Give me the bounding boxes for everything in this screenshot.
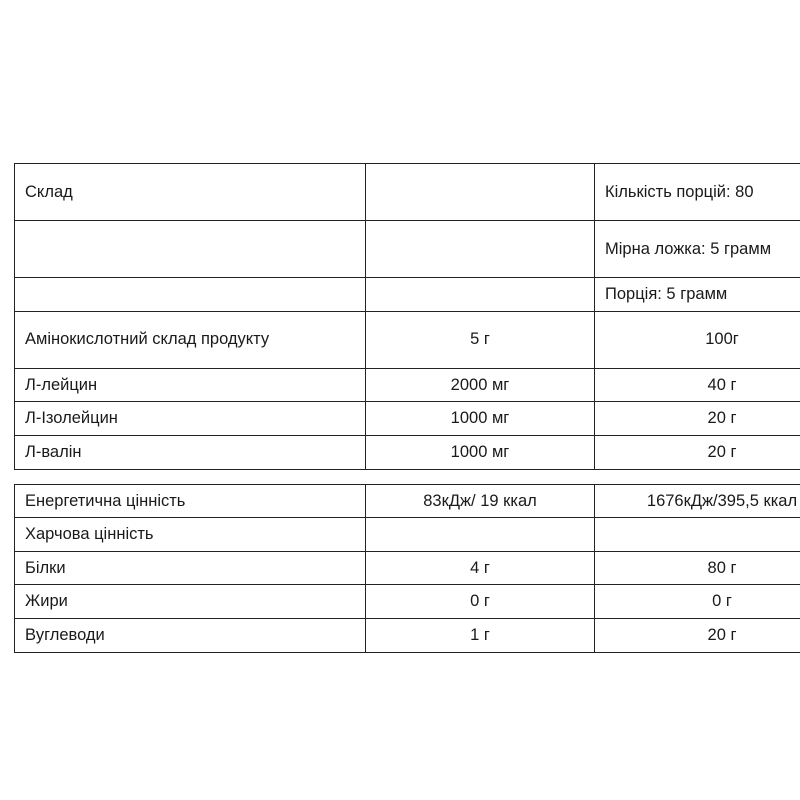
table-row-spacer <box>15 469 800 484</box>
nutrition-table-container <box>14 163 798 653</box>
spacer-cell <box>15 469 800 484</box>
table-row <box>15 585 800 619</box>
cell-item-name: Л-лейцин <box>15 368 366 402</box>
table-row <box>15 484 800 518</box>
cell-per-100g: 80 г <box>595 551 800 585</box>
table-row <box>15 221 800 278</box>
cell-item-name <box>15 278 366 312</box>
table-row <box>15 164 800 221</box>
cell-per-serving <box>366 221 595 278</box>
table-row <box>15 551 800 585</box>
cell-item-name: Енергетична цінність <box>15 484 366 518</box>
cell-per-100g: Порція: 5 грамм <box>595 278 800 312</box>
cell-per-100g: Мірна ложка: 5 грамм <box>595 221 800 278</box>
cell-per-100g: 100г <box>595 311 800 368</box>
cell-per-100g: 20 г <box>595 435 800 469</box>
cell-per-100g: 20 г <box>595 402 800 436</box>
table-row <box>15 619 800 653</box>
cell-per-serving: 5 г <box>366 311 595 368</box>
cell-item-name: Вуглеводи <box>15 619 366 653</box>
nutrition-table-body <box>15 164 800 653</box>
table-row <box>15 368 800 402</box>
cell-item-name: Жири <box>15 585 366 619</box>
cell-item-name: Харчова цінність <box>15 518 366 552</box>
cell-per-100g: 1676кДж/395,5 ккал <box>595 484 800 518</box>
cell-per-serving: 0 г <box>366 585 595 619</box>
cell-item-name <box>15 221 366 278</box>
cell-per-serving <box>366 164 595 221</box>
cell-per-100g: 40 г <box>595 368 800 402</box>
cell-per-serving: 83кДж/ 19 ккал <box>366 484 595 518</box>
cell-per-serving <box>366 278 595 312</box>
cell-per-100g: 20 г <box>595 619 800 653</box>
cell-item-name: Л-валін <box>15 435 366 469</box>
cell-item-name: Амінокислотний склад продукту <box>15 311 366 368</box>
cell-per-serving: 2000 мг <box>366 368 595 402</box>
cell-per-serving: 1 г <box>366 619 595 653</box>
table-row <box>15 518 800 552</box>
cell-item-name: Білки <box>15 551 366 585</box>
cell-per-100g <box>595 518 800 552</box>
cell-per-100g: 0 г <box>595 585 800 619</box>
cell-per-serving: 1000 мг <box>366 402 595 436</box>
cell-per-serving: 4 г <box>366 551 595 585</box>
table-row <box>15 402 800 436</box>
table-row <box>15 311 800 368</box>
cell-item-name: Л-Ізолейцин <box>15 402 366 436</box>
cell-per-100g: Кількість порцій: 80 <box>595 164 800 221</box>
cell-per-serving: 1000 мг <box>366 435 595 469</box>
table-row <box>15 278 800 312</box>
cell-per-serving <box>366 518 595 552</box>
nutrition-facts-table <box>14 163 800 653</box>
table-row <box>15 435 800 469</box>
cell-item-name: Склад <box>15 164 366 221</box>
